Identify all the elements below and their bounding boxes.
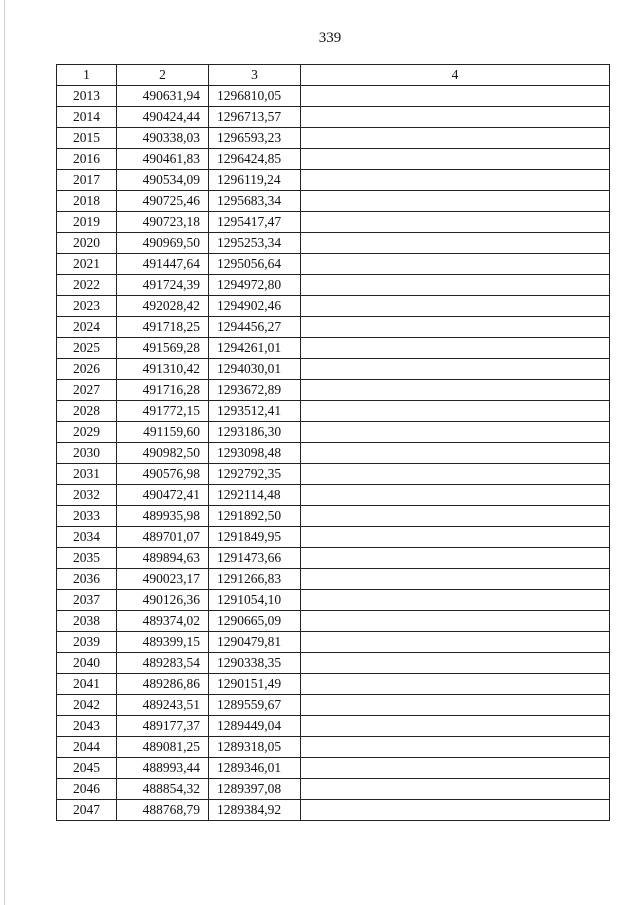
- page-edge-line: [4, 0, 5, 905]
- notes-cell: [301, 191, 610, 212]
- x-coordinate-cell: 489243,51: [117, 695, 209, 716]
- table-row: [57, 191, 610, 212]
- column-header-3: 3: [209, 65, 301, 86]
- table-row: [57, 338, 610, 359]
- table-header: [57, 65, 610, 86]
- point-number-cell: 2044: [57, 737, 117, 758]
- y-coordinate-cell: 1289346,01: [209, 758, 301, 779]
- y-coordinate-cell: 1290338,35: [209, 653, 301, 674]
- notes-cell: [301, 800, 610, 821]
- x-coordinate-cell: 488768,79: [117, 800, 209, 821]
- table-row: [57, 611, 610, 632]
- table-row: [57, 296, 610, 317]
- y-coordinate-cell: 1296424,85: [209, 149, 301, 170]
- table-row: [57, 275, 610, 296]
- x-coordinate-cell: 491310,42: [117, 359, 209, 380]
- point-number-cell: 2037: [57, 590, 117, 611]
- y-coordinate-cell: 1292792,35: [209, 464, 301, 485]
- notes-cell: [301, 485, 610, 506]
- notes-cell: [301, 86, 610, 107]
- x-coordinate-cell: 489701,07: [117, 527, 209, 548]
- y-coordinate-cell: 1289384,92: [209, 800, 301, 821]
- table-row: [57, 212, 610, 233]
- table-row: [57, 506, 610, 527]
- y-coordinate-cell: 1295683,34: [209, 191, 301, 212]
- table-row: [57, 632, 610, 653]
- x-coordinate-cell: 490576,98: [117, 464, 209, 485]
- point-number-cell: 2016: [57, 149, 117, 170]
- x-coordinate-cell: 489399,15: [117, 632, 209, 653]
- table-row: [57, 128, 610, 149]
- point-number-cell: 2020: [57, 233, 117, 254]
- table-row: [57, 569, 610, 590]
- x-coordinate-cell: 490424,44: [117, 107, 209, 128]
- point-number-cell: 2022: [57, 275, 117, 296]
- notes-cell: [301, 149, 610, 170]
- y-coordinate-cell: 1296810,05: [209, 86, 301, 107]
- notes-cell: [301, 674, 610, 695]
- notes-cell: [301, 317, 610, 338]
- y-coordinate-cell: 1293512,41: [209, 401, 301, 422]
- table-row: [57, 590, 610, 611]
- x-coordinate-cell: 491772,15: [117, 401, 209, 422]
- y-coordinate-cell: 1295056,64: [209, 254, 301, 275]
- point-number-cell: 2014: [57, 107, 117, 128]
- y-coordinate-cell: 1289318,05: [209, 737, 301, 758]
- notes-cell: [301, 506, 610, 527]
- table-row: [57, 758, 610, 779]
- point-number-cell: 2024: [57, 317, 117, 338]
- x-coordinate-cell: 490472,41: [117, 485, 209, 506]
- y-coordinate-cell: 1294456,27: [209, 317, 301, 338]
- table-row: [57, 464, 610, 485]
- notes-cell: [301, 443, 610, 464]
- notes-cell: [301, 212, 610, 233]
- table-body: [57, 86, 610, 821]
- y-coordinate-cell: 1293672,89: [209, 380, 301, 401]
- x-coordinate-cell: 488993,44: [117, 758, 209, 779]
- notes-cell: [301, 233, 610, 254]
- x-coordinate-cell: 491718,25: [117, 317, 209, 338]
- y-coordinate-cell: 1291473,66: [209, 548, 301, 569]
- point-number-cell: 2030: [57, 443, 117, 464]
- column-header-4: 4: [301, 65, 610, 86]
- x-coordinate-cell: 491716,28: [117, 380, 209, 401]
- table-row: [57, 548, 610, 569]
- table-row: [57, 443, 610, 464]
- notes-cell: [301, 590, 610, 611]
- x-coordinate-cell: 490534,09: [117, 170, 209, 191]
- table-row: [57, 233, 610, 254]
- point-number-cell: 2029: [57, 422, 117, 443]
- notes-cell: [301, 779, 610, 800]
- page-number: 339: [318, 30, 342, 46]
- table-row: [57, 422, 610, 443]
- table-row: [57, 527, 610, 548]
- point-number-cell: 2025: [57, 338, 117, 359]
- point-number-cell: 2045: [57, 758, 117, 779]
- y-coordinate-cell: 1295253,34: [209, 233, 301, 254]
- point-number-cell: 2021: [57, 254, 117, 275]
- y-coordinate-cell: 1296593,23: [209, 128, 301, 149]
- y-coordinate-cell: 1295417,47: [209, 212, 301, 233]
- point-number-cell: 2027: [57, 380, 117, 401]
- x-coordinate-cell: 490982,50: [117, 443, 209, 464]
- notes-cell: [301, 632, 610, 653]
- notes-cell: [301, 359, 610, 380]
- x-coordinate-cell: 490723,18: [117, 212, 209, 233]
- notes-cell: [301, 254, 610, 275]
- point-number-cell: 2040: [57, 653, 117, 674]
- table-row: [57, 737, 610, 758]
- header-row: [57, 65, 610, 86]
- notes-cell: [301, 716, 610, 737]
- notes-cell: [301, 653, 610, 674]
- x-coordinate-cell: 490126,36: [117, 590, 209, 611]
- table-row: [57, 170, 610, 191]
- point-number-cell: 2032: [57, 485, 117, 506]
- point-number-cell: 2033: [57, 506, 117, 527]
- notes-cell: [301, 380, 610, 401]
- x-coordinate-cell: 490461,83: [117, 149, 209, 170]
- point-number-cell: 2046: [57, 779, 117, 800]
- point-number-cell: 2034: [57, 527, 117, 548]
- coordinates-table: [56, 64, 610, 821]
- point-number-cell: 2036: [57, 569, 117, 590]
- notes-cell: [301, 758, 610, 779]
- point-number-cell: 2043: [57, 716, 117, 737]
- x-coordinate-cell: 489283,54: [117, 653, 209, 674]
- point-number-cell: 2015: [57, 128, 117, 149]
- x-coordinate-cell: 490631,94: [117, 86, 209, 107]
- notes-cell: [301, 107, 610, 128]
- y-coordinate-cell: 1290151,49: [209, 674, 301, 695]
- x-coordinate-cell: 490969,50: [117, 233, 209, 254]
- notes-cell: [301, 737, 610, 758]
- notes-cell: [301, 338, 610, 359]
- notes-cell: [301, 401, 610, 422]
- y-coordinate-cell: 1294972,80: [209, 275, 301, 296]
- notes-cell: [301, 527, 610, 548]
- y-coordinate-cell: 1289449,04: [209, 716, 301, 737]
- x-coordinate-cell: 490023,17: [117, 569, 209, 590]
- x-coordinate-cell: 489081,25: [117, 737, 209, 758]
- table-row: [57, 401, 610, 422]
- y-coordinate-cell: 1296119,24: [209, 170, 301, 191]
- point-number-cell: 2035: [57, 548, 117, 569]
- point-number-cell: 2023: [57, 296, 117, 317]
- table-row: [57, 149, 610, 170]
- y-coordinate-cell: 1294902,46: [209, 296, 301, 317]
- x-coordinate-cell: 490338,03: [117, 128, 209, 149]
- y-coordinate-cell: 1294030,01: [209, 359, 301, 380]
- table-row: [57, 779, 610, 800]
- table-row: [57, 716, 610, 737]
- table-row: [57, 86, 610, 107]
- y-coordinate-cell: 1290665,09: [209, 611, 301, 632]
- point-number-cell: 2041: [57, 674, 117, 695]
- notes-cell: [301, 296, 610, 317]
- point-number-cell: 2047: [57, 800, 117, 821]
- table-row: [57, 695, 610, 716]
- y-coordinate-cell: 1290479,81: [209, 632, 301, 653]
- point-number-cell: 2026: [57, 359, 117, 380]
- table-row: [57, 674, 610, 695]
- x-coordinate-cell: 489286,86: [117, 674, 209, 695]
- point-number-cell: 2028: [57, 401, 117, 422]
- x-coordinate-cell: 488854,32: [117, 779, 209, 800]
- y-coordinate-cell: 1292114,48: [209, 485, 301, 506]
- point-number-cell: 2019: [57, 212, 117, 233]
- y-coordinate-cell: 1291266,83: [209, 569, 301, 590]
- notes-cell: [301, 548, 610, 569]
- table-row: [57, 485, 610, 506]
- table-row: [57, 254, 610, 275]
- y-coordinate-cell: 1293186,30: [209, 422, 301, 443]
- table-row: [57, 653, 610, 674]
- notes-cell: [301, 464, 610, 485]
- notes-cell: [301, 275, 610, 296]
- y-coordinate-cell: 1289397,08: [209, 779, 301, 800]
- table-row: [57, 359, 610, 380]
- notes-cell: [301, 611, 610, 632]
- x-coordinate-cell: 489935,98: [117, 506, 209, 527]
- x-coordinate-cell: 491159,60: [117, 422, 209, 443]
- table-row: [57, 800, 610, 821]
- point-number-cell: 2013: [57, 86, 117, 107]
- point-number-cell: 2017: [57, 170, 117, 191]
- point-number-cell: 2031: [57, 464, 117, 485]
- y-coordinate-cell: 1291054,10: [209, 590, 301, 611]
- x-coordinate-cell: 491447,64: [117, 254, 209, 275]
- x-coordinate-cell: 492028,42: [117, 296, 209, 317]
- x-coordinate-cell: 489177,37: [117, 716, 209, 737]
- y-coordinate-cell: 1291849,95: [209, 527, 301, 548]
- notes-cell: [301, 170, 610, 191]
- y-coordinate-cell: 1294261,01: [209, 338, 301, 359]
- y-coordinate-cell: 1291892,50: [209, 506, 301, 527]
- x-coordinate-cell: 489374,02: [117, 611, 209, 632]
- x-coordinate-cell: 491724,39: [117, 275, 209, 296]
- x-coordinate-cell: 489894,63: [117, 548, 209, 569]
- y-coordinate-cell: 1296713,57: [209, 107, 301, 128]
- column-header-2: 2: [117, 65, 209, 86]
- point-number-cell: 2038: [57, 611, 117, 632]
- table-row: [57, 107, 610, 128]
- notes-cell: [301, 569, 610, 590]
- column-header-1: 1: [57, 65, 117, 86]
- table-row: [57, 380, 610, 401]
- point-number-cell: 2018: [57, 191, 117, 212]
- x-coordinate-cell: 491569,28: [117, 338, 209, 359]
- notes-cell: [301, 128, 610, 149]
- notes-cell: [301, 695, 610, 716]
- table-row: [57, 317, 610, 338]
- point-number-cell: 2039: [57, 632, 117, 653]
- y-coordinate-cell: 1293098,48: [209, 443, 301, 464]
- x-coordinate-cell: 490725,46: [117, 191, 209, 212]
- y-coordinate-cell: 1289559,67: [209, 695, 301, 716]
- point-number-cell: 2042: [57, 695, 117, 716]
- notes-cell: [301, 422, 610, 443]
